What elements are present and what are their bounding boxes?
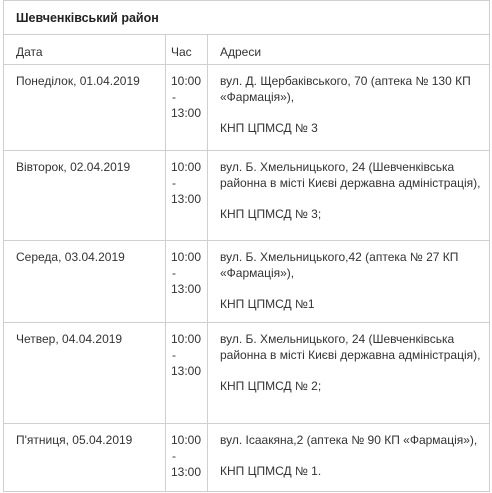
time-cell [166,65,208,151]
time-cell [166,323,208,424]
time-to: 13:00 [171,282,202,296]
address-cell [208,323,490,424]
organization-text: КНП ЦПМСД №1 [220,297,315,311]
time-from: 10:00 [171,74,202,88]
address-text: вул. Б. Хмельницького,42 (аптека № 27 КП «Фармація»), [220,250,459,280]
table-row [4,323,490,424]
header-time: Час [166,35,208,65]
organization-text: КНП ЦПМСД № 1. [220,464,322,478]
time-cell [166,424,208,492]
address-text: вул. Б. Хмельницького, 24 (Шевченківська районна в місті Києві державна адміністрація), [220,332,481,362]
address-text: вул. Ісаакяна,2 (аптека № 90 КП «Фармація»), [220,433,478,447]
time-from: 10:00 [171,250,202,264]
time-to: 13:00 [171,192,202,206]
address-cell [208,424,490,492]
address-cell [208,241,490,323]
header-date: Дата [4,35,166,65]
time-from: 10:00 [171,332,202,346]
time-dash: - [172,449,176,463]
schedule-table [3,0,490,492]
time-dash: - [172,266,176,280]
address-text: вул. Д. Щербаківського, 70 (аптека № 130 КП «Фармація»), [220,74,471,104]
table-row [4,65,490,151]
header-address: Адреси [208,35,490,65]
header-row [4,35,490,65]
time-from: 10:00 [171,160,202,174]
address-cell [208,151,490,241]
time-dash: - [172,90,176,104]
organization-text: КНП ЦПМСД № 3 [220,121,318,135]
time-to: 13:00 [171,465,202,479]
time-to: 13:00 [171,106,202,120]
organization-text: КНП ЦПМСД № 2; [220,379,322,393]
date-cell: П'ятниця, 05.04.2019 [4,424,166,492]
time-cell [166,241,208,323]
table-row [4,241,490,323]
table-row [4,424,490,492]
date-cell: Вівторок, 02.04.2019 [4,151,166,241]
district-title: Шевченківський район [4,1,490,35]
table-row [4,151,490,241]
time-dash: - [172,176,176,190]
time-to: 13:00 [171,364,202,378]
time-dash: - [172,348,176,362]
address-text: вул. Б. Хмельницького, 24 (Шевченківська районна в місті Києві державна адміністрація), [220,160,481,190]
time-cell [166,151,208,241]
title-row [4,1,490,35]
date-cell: Четвер, 04.04.2019 [4,323,166,424]
date-cell: Понеділок, 01.04.2019 [4,65,166,151]
date-cell: Середа, 03.04.2019 [4,241,166,323]
address-cell [208,65,490,151]
organization-text: КНП ЦПМСД № 3; [220,207,322,221]
time-from: 10:00 [171,433,202,447]
